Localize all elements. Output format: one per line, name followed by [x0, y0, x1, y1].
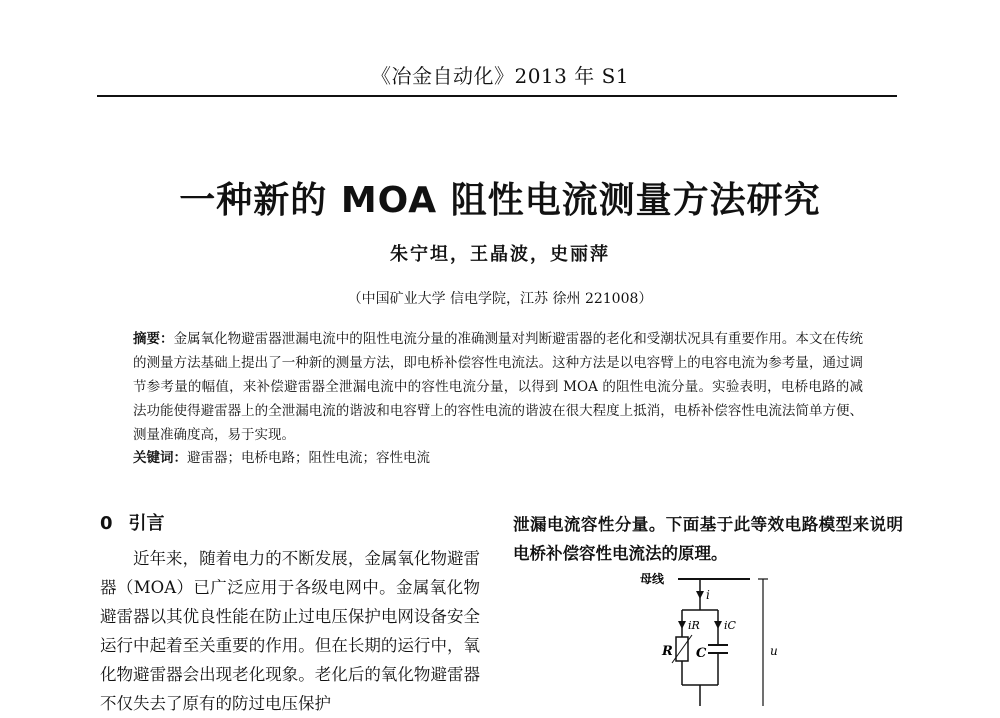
equivalent-circuit-figure: [600, 565, 820, 706]
journal-header: 《冶金自动化》2013 年 S1: [370, 64, 630, 88]
section-heading: [100, 510, 480, 538]
abstract-text: 金属氧化物避雷器泄漏电流中的阻性电流分量的准确测量对判断避雷器的老化和受潮状况具有重要作用。本文在传统的测量方法基础上提出了一种新的测量方法，即电桥补偿容性电流法。这种方法是以电容臂上的电容电流为参考量，通过调节参考量的幅值，来补偿避雷器全泄漏电流中的容性电流分量，以得到 MOA 的阻性电流分量。实验表明，电桥电路的减法功能使得避雷器上的全泄漏电流的谐波和电容臂上的容性电流的谐波在很大程度上抵消，电桥补偿容性电流法简单方便、测量准确度高，易于实现。: [133, 331, 864, 443]
bus-label: 母线: [640, 572, 665, 586]
intro-paragraph: 近年来，随着电力的不断发展，金属氧化物避雷器（MOA）已广泛应用于各级电网中。金属氧化物避雷器以其优良性能在防止过电压保护电网设备安全运行中起着至关重要的作用。但在长期的运行中，氧化物避雷器会出现老化现象。老化后的氧化物避雷器不仅失去了原有的防过电压保护: [100, 549, 480, 713]
R-label: R: [662, 644, 673, 659]
keywords-label: 关键词：: [133, 450, 187, 466]
current-arrow-i: [696, 591, 704, 599]
C-label: C: [696, 646, 707, 661]
iC-label: iC: [724, 619, 736, 632]
i-label: i: [706, 588, 710, 602]
right-column: [513, 510, 903, 568]
left-column: [100, 510, 480, 718]
keywords-text: 避雷器；电桥电路；阻性电流；容性电流: [187, 450, 430, 466]
section-title: 引言: [128, 513, 165, 534]
paper-title: 一种新的 MOA 阻性电流测量方法研究: [179, 180, 821, 221]
right-paragraph: 泄漏电流容性分量。下面基于此等效电路模型来说明电桥补偿容性电流法的原理。: [513, 515, 903, 563]
abstract-label: 摘要：: [133, 331, 174, 347]
header-rule: [97, 95, 897, 97]
u-label: u: [770, 644, 778, 658]
paper-authors: 朱宁坦，王晶波，史丽萍: [390, 244, 610, 265]
current-arrow-iR: [678, 621, 686, 629]
current-arrow-iC: [714, 621, 722, 629]
section-number: 0: [100, 513, 113, 534]
iR-label: iR: [688, 619, 700, 632]
abstract: [133, 327, 863, 447]
keywords: [133, 446, 863, 470]
paper-affiliation: （中国矿业大学 信电学院，江苏 徐州 221008）: [347, 291, 653, 307]
